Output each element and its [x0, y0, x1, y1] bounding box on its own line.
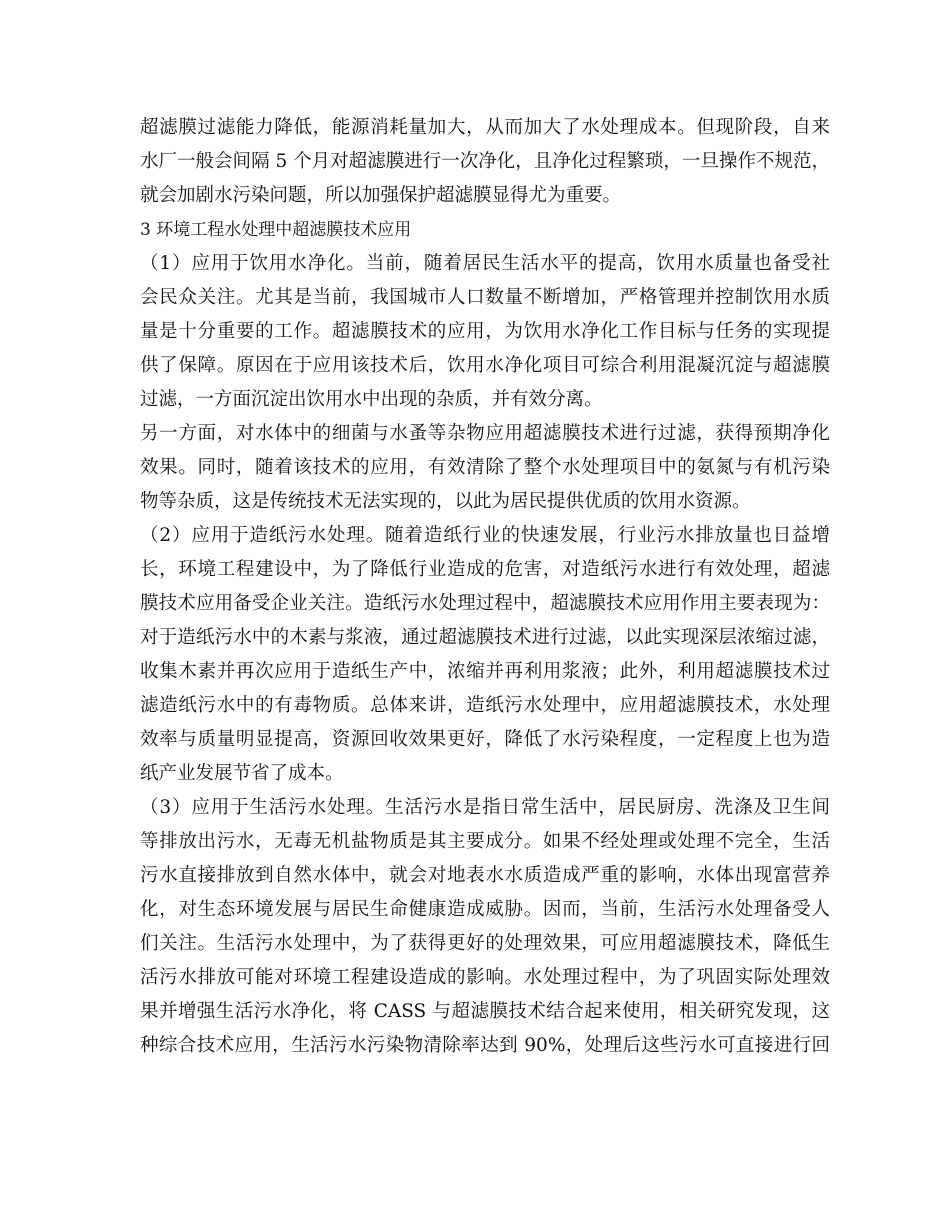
text-line: 物等杂质，这是传统技术无法实现的，以此为居民提供优质的饮用水资源。 — [140, 491, 751, 512]
text-line: 量是十分重要的工作。超滤膜技术的应用，为饮用水净化工作目标与任务的实现提 — [140, 321, 830, 342]
text-line: 化，对生态环境发展与居民生命健康造成威胁。因而，当前，生活污水处理备受人 — [140, 899, 830, 920]
text-line: 们关注。生活污水处理中，为了获得更好的处理效果，可应用超滤膜技术，降低生 — [140, 933, 830, 954]
text-line: 效果。同时，随着该技术的应用，有效清除了整个水处理项目中的氨氮与有机污染 — [140, 457, 830, 478]
text-line: 就会加剧水污染问题，所以加强保护超滤膜显得尤为重要。 — [140, 185, 622, 206]
text-line: 滤造纸污水中的有毒物质。总体来讲，造纸污水处理中，应用超滤膜技术，水处理 — [140, 695, 830, 716]
text-line: 污水直接排放到自然水体中，就会对地表水水质造成严重的影响，水体出现富营养 — [140, 865, 830, 886]
text-line: 长，环境工程建设中，为了降低行业造成的危害，对造纸污水进行有效处理，超滤 — [140, 559, 830, 580]
text-line: 水厂一般会间隔 5 个月对超滤膜进行一次净化，且净化过程繁琐，一旦操作不规范， — [140, 151, 830, 172]
text-line: 超滤膜过滤能力降低，能源消耗量加大，从而加大了水处理成本。但现阶段，自来 — [140, 117, 830, 138]
text-line: （1）应用于饮用水净化。当前，随着居民生活水平的提高，饮用水质量也备受社 — [140, 253, 830, 274]
document-body — [140, 111, 830, 1063]
text-line: 效率与质量明显提高，资源回收效果更好，降低了水污染程度，一定程度上也为造 — [140, 729, 830, 750]
text-line: 会民众关注。尤其是当前，我国城市人口数量不断增加，严格管理并控制饮用水质 — [140, 287, 830, 308]
text-line: 过滤，一方面沉淀出饮用水中出现的杂质，并有效分离。 — [140, 389, 603, 410]
text-line: （2）应用于造纸污水处理。随着造纸行业的快速发展，行业污水排放量也日益增 — [140, 525, 830, 546]
text-line: 收集木素并再次应用于造纸生产中，浓缩并再利用浆液；此外，利用超滤膜技术过 — [140, 661, 830, 682]
text-line: 膜技术应用备受企业关注。造纸污水处理过程中，超滤膜技术应用作用主要表现为： — [140, 593, 830, 614]
text-line: 种综合技术应用，生活污水污染物清除率达到 90%，处理后这些污水可直接进行回 — [140, 1035, 830, 1056]
section-heading: 3 环境工程水处理中超滤膜技术应用 — [140, 220, 412, 240]
text-line: 对于造纸污水中的木素与浆液，通过超滤膜技术进行过滤，以此实现深层浓缩过滤， — [140, 627, 830, 648]
text-line: 供了保障。原因在于应用该技术后，饮用水净化项目可综合利用混凝沉淀与超滤膜 — [140, 355, 830, 376]
text-line: 另一方面，对水体中的细菌与水蚤等杂物应用超滤膜技术进行过滤，获得预期净化 — [140, 423, 830, 444]
text-line: 纸产业发展节省了成本。 — [140, 763, 344, 784]
text-line: 等排放出污水，无毒无机盐物质是其主要成分。如果不经处理或处理不完全，生活 — [140, 831, 830, 852]
text-line: 活污水排放可能对环境工程建设造成的影响。水处理过程中，为了巩固实际处理效 — [140, 967, 830, 988]
text-line: 果并增强生活污水净化，将 CASS 与超滤膜技术结合起来使用，相关研究发现，这 — [140, 1001, 830, 1022]
text-line: （3）应用于生活污水处理。生活污水是指日常生活中，居民厨房、洗涤及卫生间 — [140, 797, 830, 818]
